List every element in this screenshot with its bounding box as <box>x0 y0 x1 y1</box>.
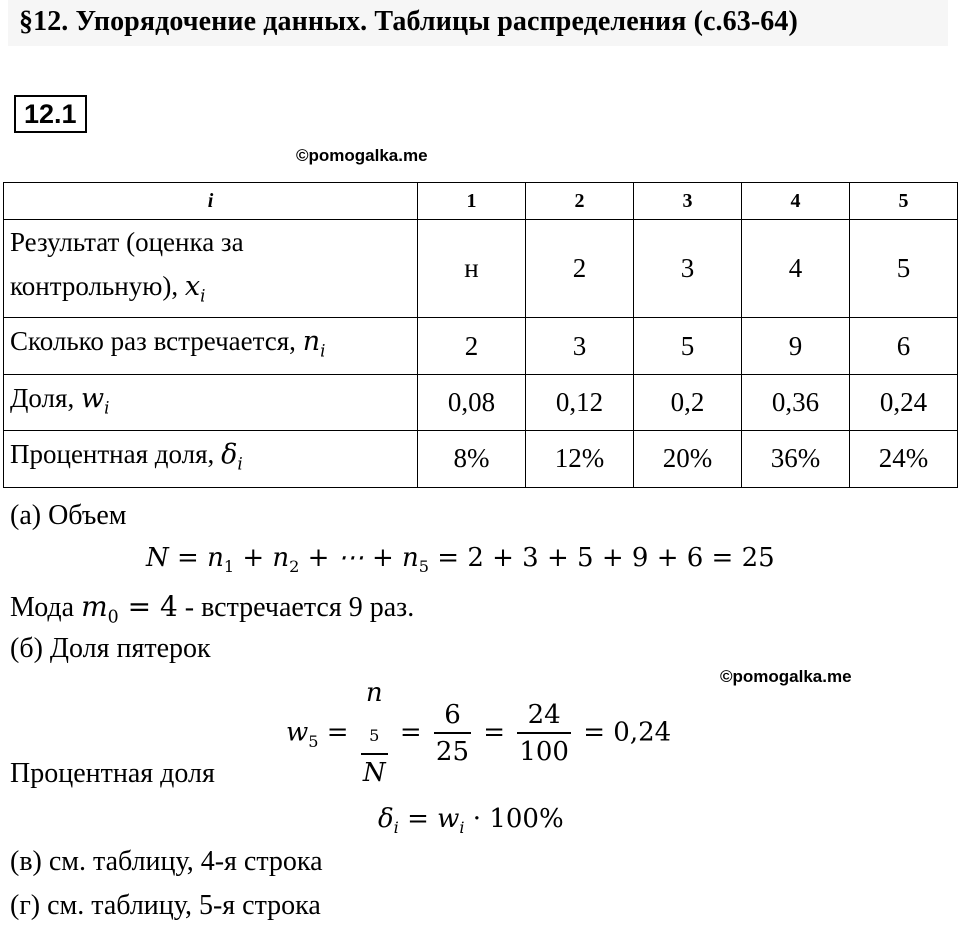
table-cell: 0,12 <box>526 374 634 430</box>
header-cell: 4 <box>742 183 850 220</box>
table-header-row <box>4 183 958 220</box>
table-cell: 2 <box>526 220 634 318</box>
table-cell: 0,08 <box>418 374 526 430</box>
header-cell: 5 <box>850 183 958 220</box>
table-cell: 0,24 <box>850 374 958 430</box>
header-cell: 1 <box>418 183 526 220</box>
row-label: Процентная доля, $\delta_i$ <box>4 431 418 487</box>
title-bar <box>8 0 948 46</box>
header-cell: 3 <box>634 183 742 220</box>
table-row <box>4 431 958 487</box>
table-cell: 5 <box>634 318 742 374</box>
header-cell-i: i <box>4 183 418 220</box>
percent-formula: $\delta_i = w_i \cdot 100\%$ <box>378 804 564 838</box>
table-cell: 20% <box>634 431 742 487</box>
table-cell: 9 <box>742 318 850 374</box>
table-cell: 2 <box>418 318 526 374</box>
share-formula: $w_5$ = n $_5$ N = $\frac{6}{25}$ = $\frac{24}{100}$ = 0,24 <box>286 676 671 791</box>
table-row <box>4 374 958 430</box>
table-cell: 3 <box>634 220 742 318</box>
table-row <box>4 220 958 318</box>
task-number: 12.1 <box>14 95 87 133</box>
part-v-label: (в) см. таблицу, 4-я строка <box>10 846 323 877</box>
header-cell: 2 <box>526 183 634 220</box>
part-a-label: (а) Объем <box>10 500 127 531</box>
table-cell: 6 <box>850 318 958 374</box>
row-label: Результат (оценка за контрольную), $x_i$ <box>4 220 418 318</box>
table-cell: 4 <box>742 220 850 318</box>
page-title: §12. Упорядочение данных. Таблицы распределения (с.63-64) <box>19 6 798 37</box>
fraction: $\frac{24}{100}$ <box>519 699 569 767</box>
watermark: ©pomogalka.me <box>296 146 428 165</box>
table-cell: 24% <box>850 431 958 487</box>
percent-label: Процентная доля <box>10 758 215 789</box>
fraction: n $_5$ N <box>362 678 386 789</box>
watermark: ©pomogalka.me <box>720 667 852 686</box>
table-cell: 5 <box>850 220 958 318</box>
distribution-table <box>3 182 958 488</box>
row-label: Доля, $w_i$ <box>4 374 418 430</box>
table-cell: 0,36 <box>742 374 850 430</box>
part-b-label: (б) Доля пятерок <box>10 633 211 664</box>
mode-line: Мода $m_0 = 4$ - встречается 9 раз. <box>10 590 415 628</box>
row-label: Сколько раз встречается, $n_i$ <box>4 318 418 374</box>
fraction: $\frac{6}{25}$ <box>435 699 470 767</box>
volume-formula: $N = n_1 + n_2$ + ⋯ + $n_5 = 2 + 3 + 5 + 9 + 6 = 25$ <box>146 543 775 577</box>
table-cell: н <box>418 220 526 318</box>
table-cell: 36% <box>742 431 850 487</box>
table-cell: 8% <box>418 431 526 487</box>
table-cell: 0,2 <box>634 374 742 430</box>
table-cell: 12% <box>526 431 634 487</box>
table-row <box>4 318 958 374</box>
table-cell: 3 <box>526 318 634 374</box>
part-g-label: (г) см. таблицу, 5-я строка <box>10 890 321 921</box>
